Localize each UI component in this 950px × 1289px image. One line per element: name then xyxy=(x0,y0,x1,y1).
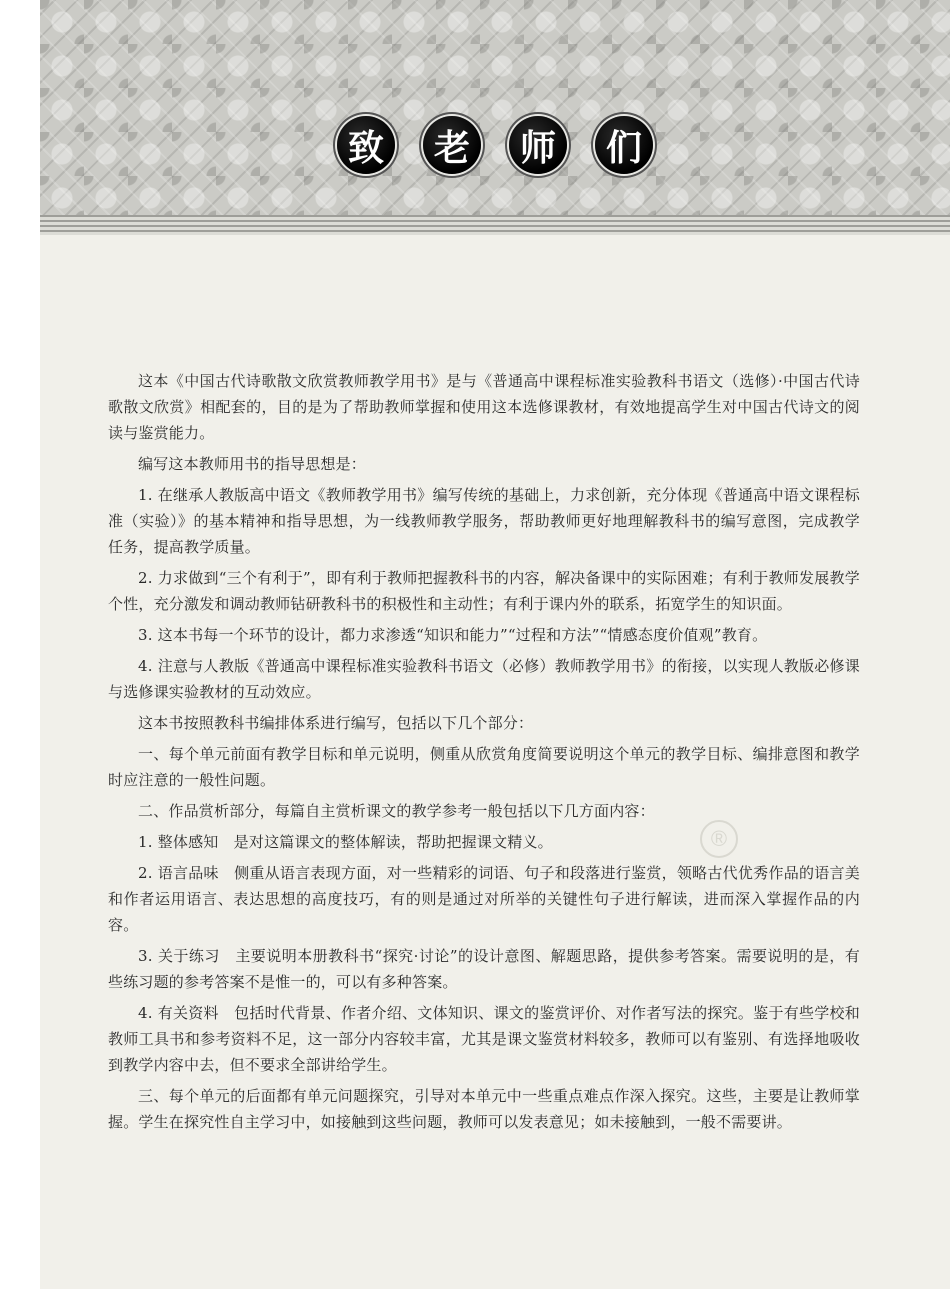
title-char-disc: 老 xyxy=(423,116,481,174)
paragraph: 这本《中国古代诗歌散文欣赏教师教学用书》是与《普通高中课程标准实验教科书语文（选修）·中国古代诗歌散文欣赏》相配套的，目的是为了帮助教师掌握和使用这本选修课教材，有效地提高学生对中国古代诗文的阅读与鉴赏能力。 xyxy=(108,372,860,442)
paragraph: 3. 这本书每一个环节的设计，都力求渗透“知识和能力”“过程和方法”“情感态度价值观”教育。 xyxy=(138,626,768,644)
paragraph: 1. 在继承人教版高中语文《教师教学用书》编写传统的基础上，力求创新，充分体现《普通高中语文课程标准（实验）》的基本精神和指导思想，为一线教师教学服务，帮助教师更好地理解教科书的编写意图，完成教学任务，提高教学质量。 xyxy=(108,486,860,556)
paragraph: 二、作品赏析部分，每篇自主赏析课文的教学参考一般包括以下几方面内容： xyxy=(138,802,655,820)
document-page xyxy=(40,0,950,1289)
paragraph: 一、每个单元前面有教学目标和单元说明，侧重从欣赏角度简要说明这个单元的教学目标、编排意图和教学时应注意的一般性问题。 xyxy=(108,745,860,789)
paragraph: 1. 整体感知 是对这篇课文的整体解读，帮助把握课文精义。 xyxy=(138,833,553,851)
header-divider-stripes xyxy=(40,215,950,235)
registered-watermark: ® xyxy=(700,820,738,858)
paragraph: 2. 语言品味 侧重从语言表现方面，对一些精彩的词语、句子和段落进行鉴赏，领略古代优秀作品的语言美和作者运用语言、表达思想的高度技巧，有的则是通过对所举的关键性句子进行解读，进而深入掌握作品的内容。 xyxy=(108,864,860,934)
paragraph: 4. 注意与人教版《普通高中课程标准实验教科书语文（必修）教师教学用书》的衔接，以实现人教版必修课与选修课实验教材的互动效应。 xyxy=(108,657,860,701)
title-char-disc: 们 xyxy=(595,116,653,174)
header-pattern-band xyxy=(40,0,950,215)
body-text xyxy=(108,368,860,1140)
title-char-disc: 致 xyxy=(337,116,395,174)
paragraph: 4. 有关资料 包括时代背景、作者介绍、文体知识、课文的鉴赏评价、对作者写法的探究。鉴于有些学校和教师工具书和参考资料不足，这一部分内容较丰富，尤其是课文鉴赏材料较多，教师可以有鉴别、有选择地吸收到教学内容中去，但不要求全部讲给学生。 xyxy=(108,1004,860,1074)
title-char-disc: 师 xyxy=(509,116,567,174)
paragraph: 三、每个单元的后面都有单元问题探究，引导对本单元中一些重点难点作深入探究。这些，主要是让教师掌握。学生在探究性自主学习中，如接触到这些问题，教师可以发表意见；如未接触到，一般不需要讲。 xyxy=(108,1087,860,1131)
page-title xyxy=(40,116,950,176)
paragraph: 编写这本教师用书的指导思想是： xyxy=(138,455,367,473)
paragraph: 这本书按照教科书编排体系进行编写，包括以下几个部分： xyxy=(138,714,534,732)
paragraph: 3. 关于练习 主要说明本册教科书“探究·讨论”的设计意图、解题思路，提供参考答案。需要说明的是，有些练习题的参考答案不是惟一的，可以有多种答案。 xyxy=(108,947,860,991)
paragraph: 2. 力求做到“三个有利于”，即有利于教师把握教科书的内容，解决备课中的实际困难；有利于教师发展教学个性，充分激发和调动教师钻研教科书的积极性和主动性；有利于课内外的联系，拓宽学生的知识面。 xyxy=(108,569,860,613)
page-margin xyxy=(0,0,40,1289)
